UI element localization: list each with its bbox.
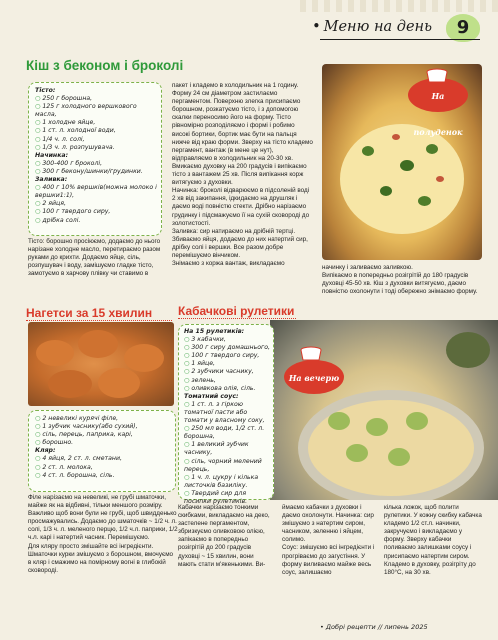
rolls-text-left: Кабачки нарізаємо тонкими скибками, викладаємо на деко, застелене пергаментом, збризкуємо оливковою олією, запікаємо в попередньо розігрітій до 200 градусів духовці ~ 15 хвилин, вони мають стати м'якенькими. Ви- (178, 504, 270, 568)
quiche-badge: На полуденок (408, 78, 468, 112)
pot-icon (422, 66, 452, 86)
batter-label: Кляр: (35, 447, 56, 455)
ingredient-item: ○ 250 мл води, 1/2 ст. л. борошна, (184, 425, 272, 441)
ingredient-item: ○ 1 холодне яйце, (35, 119, 159, 127)
ingredient-item: ○ сіль, перець, паприка, карі, (35, 431, 173, 439)
quiche-title: Кіш з беконом і броколі (26, 58, 184, 73)
quiche-text-left: Тісто: борошно просіюємо, додаємо до нього нарізане холодне масло, перетираємо разом руками до крихти. Додаємо яйце, сіль, розпушувач і воду, замішуємо гладке тісто, замотуємо в харчову плівку чи ставимо в (28, 238, 161, 278)
ingredient-item: ○ 3 кабачки, (184, 336, 272, 344)
ingredient-item: ○ 2 зубчики часнику, (184, 368, 272, 376)
nuggets-title: Нагетси за 15 хвилин (26, 306, 153, 320)
ingredient-item: ○ 2 невеликі курячі філе, (35, 415, 173, 423)
dough-label: Тісто: (35, 87, 56, 94)
ingredient-item: ○ 2 ст. л. молока, (35, 464, 173, 472)
rolls-text-mid: ймаємо кабачки з духовки і даємо охолонути. Начинка: сир змішуємо з натертим сиром, часником, зеленню і яйцем, солимо. Соус: змішуємо всі інгредієнти і прогріваємо до загустіння. У форму виливаємо майже весь соус, залишаємо (282, 504, 375, 576)
filling-label: Начинка: (35, 151, 69, 159)
ingredient-item: ○ 300 г бекону/шинки/грудинки. (35, 168, 159, 176)
ingredient-item: ○ 250 г борошна, (35, 95, 159, 103)
ingredient-item: ○ дрібка солі. (35, 217, 159, 225)
page-header (0, 0, 498, 42)
sauce-label: Томатний соус: (184, 392, 239, 400)
nuggets-text: Філе нарізаємо на невеликі, не грубі шматочки, майже як на відбивні, тільки меншого розміру. Важливо щоб вони були не грубі, щоб швидденько просмажувались. Додаємо до шматочків ~ 1/2 ч. л. солі, 1/3 ч. л. меленого перцю, 1/2 ч.л. паприки, 1/2 ч.л. карі і натертий часник. Перемішуємо. Для кляру просто змішайте всі інгредієнти. Шматочки курки змішуємо з борошном, вмочуємо в кляр і смажимо на помірному вогні в глибокій сковороді. (28, 494, 178, 574)
quiche-text-right: начинку і заливаємо заливкою. Випікаємо в попередньо розігрітій до 180 градусів духовці 45-50 хв. Кіш з духовки витягуємо, даємо повністю охолонути і тоді обережно знімаємо форму. (322, 264, 478, 296)
nuggets-ingredients-box (28, 410, 176, 492)
header-decoration (300, 0, 498, 12)
nuggets-photo (28, 322, 174, 406)
pot-icon (296, 344, 326, 364)
ingredient-item: ○ оливкова олія, сіль. (184, 385, 272, 393)
ingredient-item: ○ 1 яйце, (184, 360, 272, 368)
page-footer: • Добрі рецепти // липень 2025 (320, 623, 428, 631)
ingredient-item: ○ Твердий сир для посипки рулетиків. (184, 490, 272, 506)
ingredient-item: ○ 1/3 ч. л. розпушувача. (35, 144, 159, 152)
section-title: • Меню на день (312, 19, 432, 35)
rolls-title-rule (178, 318, 296, 319)
rolls-main-label: На 15 рулетиків: (184, 328, 245, 335)
rolls-badge: На вечерю (284, 360, 344, 394)
ingredient-item: ○ 100 г твердого сиру, (184, 352, 272, 360)
ingredient-item: ○ 1 зубчик часнику(або сухий), (35, 423, 173, 431)
nuggets-title-rule (26, 320, 172, 321)
ingredient-item: ○ 400 г 10% вершків(можна молоко і вершки1:1), (35, 184, 159, 200)
quiche-photo (322, 64, 482, 260)
rolls-text-right: кілька ложок, щоб полити рулетики. У кожну скибку кабачка кладемо 1/2 ст.л. начинки, закручуємо і викладаємо у форму. Зверху кабачки поливаємо залишками соусу і присипаємо натертим сиром. Кладемо в духовку, розігріту до 180°С, на 30 хв. (384, 504, 482, 576)
pour-label: Заливка: (35, 176, 68, 184)
ingredient-item: ○ зелень, (184, 377, 272, 385)
header-rule (320, 39, 480, 40)
ingredient-item: ○ 1/4 ч. л. солі, (35, 136, 159, 144)
ingredient-item: ○ 1 ст. л. холодної води, (35, 127, 159, 135)
ingredient-item: ○ борошно. (35, 439, 173, 447)
ingredient-item: ○ 125 г холодного вершкового масла, (35, 103, 159, 119)
ingredient-item: ○ 2 яйця, (35, 200, 159, 208)
ingredient-item: ○ 4 ст. л. борошна, сіль. (35, 472, 173, 480)
ingredient-item: ○ 1 ст. л. з гіркою томатної пасти або томати у власному соку, (184, 401, 272, 425)
quiche-text-mid: пакет і кладемо в холодильник на 1 годину. Форму 24 см діаметром застилаємо пергаментом. Поверхню злегка присипаємо борошном, розкатуємо тісто, і з допомогою скалки переносимо його на форму. Тісто рівномірно розподіляємо і формі і робимо високі бортики, бортик має бути на пальця нижче від краю форми. Зверху на тісто кладемо пергамент, вантаж (в мене це нут), відправляємо в холодильник на 20-30 хв. Вмикаємо духовку на 200 градусів і випікаємо тісто з вантажем 25 хв. Після випікання корж витягуємо з духовки. Начинка: броколі відварюємо в підсоленій воді 2 хв від закипання, ідкидаємо на друшляк і даємо воді повністю стекти. Дрібно нарізаємо грудинку і підсмажуємо її на сухій сковороді до золотистості. Заливка: сир натираємо на дрібній тертці. Збиваємо яйця, додаємо до них натертий сир, дрібку солі і вершки. Все разом добре перемішуємо вінчиком. Знімаємо з коржа вантаж, викладаємо (172, 82, 313, 268)
rolls-title: Кабачкові рулетики (178, 304, 295, 318)
ingredient-item: ○ 4 яйця, 2 ст. л. сметани, (35, 455, 173, 463)
ingredient-item: ○ 300 г сиру домашнього, (184, 344, 272, 352)
ingredient-item: ○ 300-400 г броколі, (35, 160, 159, 168)
page-number: 9 (446, 14, 480, 42)
ingredient-item: ○ 1 великий зубчик часнику, (184, 441, 272, 457)
ingredient-item: ○ 1 ч. л. цукру і кілька листочків базиліку. (184, 474, 272, 490)
rolls-ingredients-box (178, 324, 274, 505)
ingredient-item: ○ 100 г твердого сиру, (35, 208, 159, 216)
ingredient-item: ○ сіль, чорний мелений перець, (184, 458, 272, 474)
rolls-photo (270, 320, 498, 500)
quiche-ingredients-box (28, 82, 162, 236)
